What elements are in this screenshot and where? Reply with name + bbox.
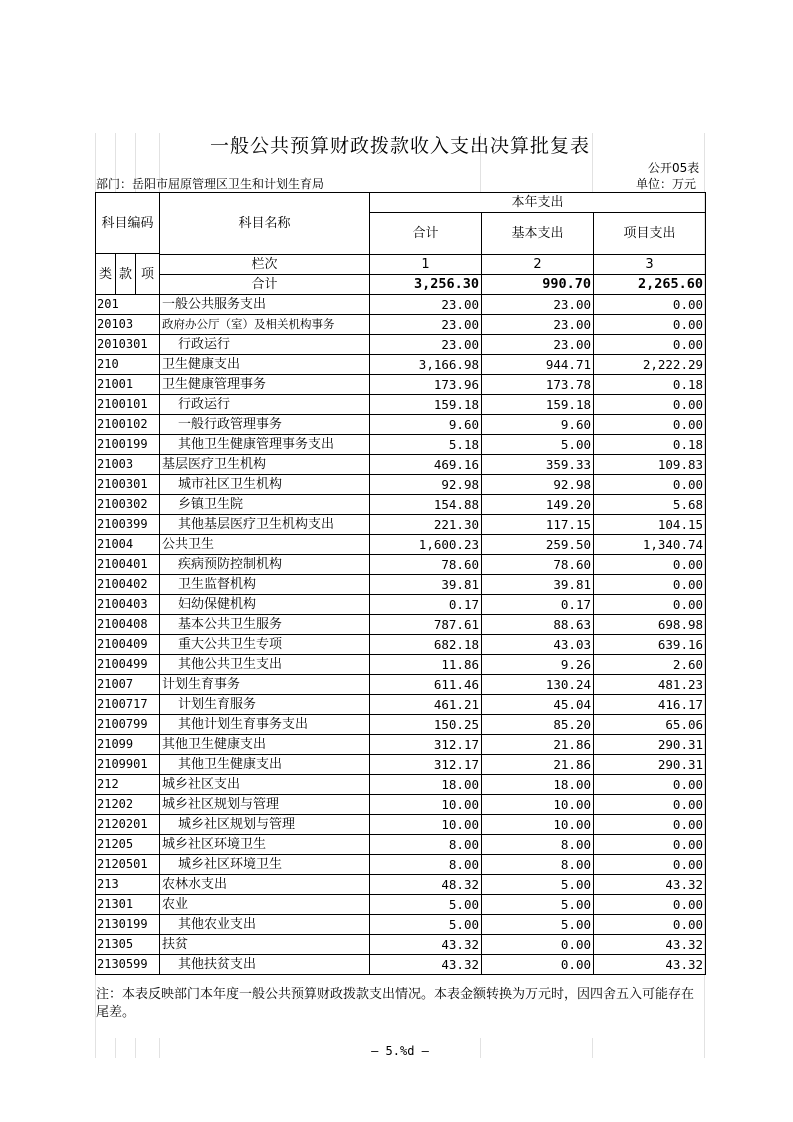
subject-name-header: 科目名称 bbox=[160, 193, 370, 255]
basic-cell: 45.04 bbox=[482, 695, 594, 715]
project-cell: 2,222.29 bbox=[594, 355, 706, 375]
table-row bbox=[96, 495, 706, 515]
subject-code-cell: 210 bbox=[96, 355, 160, 375]
total-cell: 469.16 bbox=[370, 455, 482, 475]
total-cell: 173.96 bbox=[370, 375, 482, 395]
table-row bbox=[96, 755, 706, 775]
subject-code-header: 科目编码 bbox=[96, 193, 160, 254]
subject-name-cell: 农业 bbox=[160, 895, 370, 915]
subject-name-cell: 政府办公厅（室）及相关机构事务 bbox=[160, 315, 370, 335]
subject-code-cell: 2100799 bbox=[96, 715, 160, 735]
subject-code-cell: 2130599 bbox=[96, 955, 160, 975]
total-cell: 150.25 bbox=[370, 715, 482, 735]
total-cell: 3,166.98 bbox=[370, 355, 482, 375]
table-row bbox=[96, 415, 706, 435]
total-cell: 159.18 bbox=[370, 395, 482, 415]
subject-name-cell: 重大公共卫生专项 bbox=[160, 635, 370, 655]
total-cell: 221.30 bbox=[370, 515, 482, 535]
grand-total-row bbox=[96, 275, 706, 295]
subject-name-cell: 卫生健康管理事务 bbox=[160, 375, 370, 395]
subject-code-cell: 2100401 bbox=[96, 555, 160, 575]
total-cell: 92.98 bbox=[370, 475, 482, 495]
total-cell: 312.17 bbox=[370, 735, 482, 755]
subject-code-cell: 2100101 bbox=[96, 395, 160, 415]
total-cell: 43.32 bbox=[370, 955, 482, 975]
table-row bbox=[96, 475, 706, 495]
subject-code-cell: 212 bbox=[96, 775, 160, 795]
basic-cell: 23.00 bbox=[482, 335, 594, 355]
project-cell: 0.00 bbox=[594, 575, 706, 595]
basic-cell: 5.00 bbox=[482, 875, 594, 895]
subject-code-cell: 21004 bbox=[96, 535, 160, 555]
total-cell: 23.00 bbox=[370, 335, 482, 355]
grand-total-label: 合计 bbox=[160, 275, 370, 295]
basic-cell: 944.71 bbox=[482, 355, 594, 375]
total-cell: 0.17 bbox=[370, 595, 482, 615]
basic-cell: 0.00 bbox=[482, 935, 594, 955]
table-row bbox=[96, 835, 706, 855]
subject-name-cell: 疾病预防控制机构 bbox=[160, 555, 370, 575]
basic-cell: 117.15 bbox=[482, 515, 594, 535]
total-cell: 23.00 bbox=[370, 315, 482, 335]
subject-name-cell: 城乡社区环境卫生 bbox=[160, 855, 370, 875]
project-cell: 1,340.74 bbox=[594, 535, 706, 555]
form-number: 公开05表 bbox=[648, 161, 700, 175]
table-row bbox=[96, 615, 706, 635]
basic-cell: 23.00 bbox=[482, 295, 594, 315]
total-cell: 461.21 bbox=[370, 695, 482, 715]
basic-cell: 10.00 bbox=[482, 815, 594, 835]
basic-cell: 78.60 bbox=[482, 555, 594, 575]
column-number-2: 2 bbox=[482, 255, 594, 275]
table-row bbox=[96, 695, 706, 715]
subject-code-cell: 213 bbox=[96, 875, 160, 895]
total-cell: 611.46 bbox=[370, 675, 482, 695]
table-row bbox=[96, 655, 706, 675]
project-cell: 65.06 bbox=[594, 715, 706, 735]
project-cell: 290.31 bbox=[594, 755, 706, 775]
subject-code-cell: 2100399 bbox=[96, 515, 160, 535]
subject-name-cell: 扶贫 bbox=[160, 935, 370, 955]
header-row-1 bbox=[96, 193, 706, 213]
basic-cell: 43.03 bbox=[482, 635, 594, 655]
subject-code-cell: 2100199 bbox=[96, 435, 160, 455]
subject-code-cell: 2100102 bbox=[96, 415, 160, 435]
basic-cell: 8.00 bbox=[482, 835, 594, 855]
table-row bbox=[96, 435, 706, 455]
subject-name-cell: 其他公共卫生支出 bbox=[160, 655, 370, 675]
project-cell: 43.32 bbox=[594, 955, 706, 975]
project-cell: 698.98 bbox=[594, 615, 706, 635]
subject-code-cell: 2100408 bbox=[96, 615, 160, 635]
total-cell: 39.81 bbox=[370, 575, 482, 595]
project-cell: 43.32 bbox=[594, 875, 706, 895]
project-cell: 0.00 bbox=[594, 795, 706, 815]
table-row bbox=[96, 295, 706, 315]
project-cell: 0.00 bbox=[594, 295, 706, 315]
subject-code-cell: 21301 bbox=[96, 895, 160, 915]
current-year-expense-header: 本年支出 bbox=[370, 193, 706, 213]
subject-name-cell: 其他基层医疗卫生机构支出 bbox=[160, 515, 370, 535]
subject-name-cell: 一般公共服务支出 bbox=[160, 295, 370, 315]
project-cell: 416.17 bbox=[594, 695, 706, 715]
column-number-3: 3 bbox=[594, 255, 706, 275]
project-cell: 0.00 bbox=[594, 775, 706, 795]
project-cell: 0.00 bbox=[594, 315, 706, 335]
basic-cell: 92.98 bbox=[482, 475, 594, 495]
subject-name-cell: 乡镇卫生院 bbox=[160, 495, 370, 515]
grand-total-total: 3,256.30 bbox=[370, 275, 482, 295]
table-note: 注：本表反映部门本年度一般公共预算财政拨款支出情况。本表金额转换为万元时，因四舍五入可能存在尾差。 bbox=[96, 987, 695, 1020]
table-row bbox=[96, 715, 706, 735]
subject-code-cell: 21305 bbox=[96, 935, 160, 955]
table-row bbox=[96, 575, 706, 595]
basic-header: 基本支出 bbox=[482, 213, 594, 255]
subject-name-cell: 行政运行 bbox=[160, 335, 370, 355]
total-cell: 5.18 bbox=[370, 435, 482, 455]
subject-name-cell: 其他卫生健康支出 bbox=[160, 735, 370, 755]
project-cell: 0.00 bbox=[594, 415, 706, 435]
basic-cell: 9.60 bbox=[482, 415, 594, 435]
subject-name-cell: 城乡社区支出 bbox=[160, 775, 370, 795]
kuan-header: 款 bbox=[116, 254, 136, 295]
subject-code-cell: 2100402 bbox=[96, 575, 160, 595]
project-cell: 290.31 bbox=[594, 735, 706, 755]
project-cell: 0.00 bbox=[594, 595, 706, 615]
subject-name-cell: 卫生监督机构 bbox=[160, 575, 370, 595]
project-cell: 639.16 bbox=[594, 635, 706, 655]
table-row bbox=[96, 555, 706, 575]
subject-code-cell: 21001 bbox=[96, 375, 160, 395]
subject-name-cell: 计划生育事务 bbox=[160, 675, 370, 695]
basic-cell: 85.20 bbox=[482, 715, 594, 735]
basic-cell: 149.20 bbox=[482, 495, 594, 515]
basic-cell: 359.33 bbox=[482, 455, 594, 475]
table-row bbox=[96, 595, 706, 615]
total-cell: 1,600.23 bbox=[370, 535, 482, 555]
basic-cell: 173.78 bbox=[482, 375, 594, 395]
basic-cell: 21.86 bbox=[482, 755, 594, 775]
project-cell: 5.68 bbox=[594, 495, 706, 515]
basic-cell: 159.18 bbox=[482, 395, 594, 415]
project-cell: 0.00 bbox=[594, 895, 706, 915]
subject-code-cell: 2010301 bbox=[96, 335, 160, 355]
table-row bbox=[96, 955, 706, 975]
project-cell: 0.00 bbox=[594, 475, 706, 495]
subject-name-cell: 妇幼保健机构 bbox=[160, 595, 370, 615]
table-row bbox=[96, 915, 706, 935]
basic-cell: 0.00 bbox=[482, 955, 594, 975]
table-row bbox=[96, 895, 706, 915]
subject-code-cell: 2100403 bbox=[96, 595, 160, 615]
subject-code-cell: 2130199 bbox=[96, 915, 160, 935]
subject-code-cell: 2100302 bbox=[96, 495, 160, 515]
subject-name-cell: 其他卫生健康支出 bbox=[160, 755, 370, 775]
total-cell: 8.00 bbox=[370, 835, 482, 855]
subject-name-cell: 公共卫生 bbox=[160, 535, 370, 555]
subject-code-cell: 2100409 bbox=[96, 635, 160, 655]
subject-name-cell: 行政运行 bbox=[160, 395, 370, 415]
table-row bbox=[96, 735, 706, 755]
subject-name-cell: 基本公共卫生服务 bbox=[160, 615, 370, 635]
subject-code-cell: 201 bbox=[96, 295, 160, 315]
total-cell: 154.88 bbox=[370, 495, 482, 515]
basic-cell: 23.00 bbox=[482, 315, 594, 335]
subject-name-cell: 卫生健康支出 bbox=[160, 355, 370, 375]
total-cell: 18.00 bbox=[370, 775, 482, 795]
project-cell: 0.00 bbox=[594, 555, 706, 575]
subject-code-cell: 21202 bbox=[96, 795, 160, 815]
total-header: 合计 bbox=[370, 213, 482, 255]
grand-total-basic: 990.70 bbox=[482, 275, 594, 295]
basic-cell: 8.00 bbox=[482, 855, 594, 875]
subject-code-cell: 2100301 bbox=[96, 475, 160, 495]
subject-code-cell: 21007 bbox=[96, 675, 160, 695]
table-row bbox=[96, 335, 706, 355]
table-row bbox=[96, 935, 706, 955]
total-cell: 10.00 bbox=[370, 795, 482, 815]
table-row bbox=[96, 375, 706, 395]
basic-cell: 5.00 bbox=[482, 915, 594, 935]
subject-code-cell: 2109901 bbox=[96, 755, 160, 775]
column-number-1: 1 bbox=[370, 255, 482, 275]
basic-cell: 21.86 bbox=[482, 735, 594, 755]
subject-name-cell: 城乡社区环境卫生 bbox=[160, 835, 370, 855]
lei-header: 类 bbox=[96, 254, 116, 295]
subject-name-cell: 一般行政管理事务 bbox=[160, 415, 370, 435]
table-row bbox=[96, 875, 706, 895]
table-row bbox=[96, 855, 706, 875]
basic-cell: 5.00 bbox=[482, 435, 594, 455]
subject-code-cell: 21003 bbox=[96, 455, 160, 475]
subject-name-cell: 农林水支出 bbox=[160, 875, 370, 895]
table-row bbox=[96, 355, 706, 375]
project-cell: 0.18 bbox=[594, 435, 706, 455]
table-row bbox=[96, 815, 706, 835]
subject-name-cell: 城乡社区规划与管理 bbox=[160, 815, 370, 835]
table-row bbox=[96, 515, 706, 535]
table-row bbox=[96, 675, 706, 695]
basic-cell: 259.50 bbox=[482, 535, 594, 555]
subject-name-cell: 其他计划生育事务支出 bbox=[160, 715, 370, 735]
project-cell: 104.15 bbox=[594, 515, 706, 535]
project-cell: 0.00 bbox=[594, 855, 706, 875]
table-row bbox=[96, 535, 706, 555]
total-cell: 48.32 bbox=[370, 875, 482, 895]
table-row bbox=[96, 315, 706, 335]
subject-name-cell: 其他卫生健康管理事务支出 bbox=[160, 435, 370, 455]
basic-cell: 130.24 bbox=[482, 675, 594, 695]
total-cell: 10.00 bbox=[370, 815, 482, 835]
total-cell: 78.60 bbox=[370, 555, 482, 575]
subject-code-cell: 2100499 bbox=[96, 655, 160, 675]
subject-name-cell: 城乡社区规划与管理 bbox=[160, 795, 370, 815]
project-cell: 0.00 bbox=[594, 395, 706, 415]
project-cell: 481.23 bbox=[594, 675, 706, 695]
subject-code-cell: 2120501 bbox=[96, 855, 160, 875]
project-cell: 0.18 bbox=[594, 375, 706, 395]
project-header: 项目支出 bbox=[594, 213, 706, 255]
table-row bbox=[96, 795, 706, 815]
page-footer: — 5.%d — bbox=[371, 1044, 429, 1058]
table-row bbox=[96, 395, 706, 415]
basic-cell: 18.00 bbox=[482, 775, 594, 795]
project-cell: 0.00 bbox=[594, 335, 706, 355]
total-cell: 5.00 bbox=[370, 915, 482, 935]
subject-code-cell: 20103 bbox=[96, 315, 160, 335]
project-cell: 0.00 bbox=[594, 915, 706, 935]
total-cell: 11.86 bbox=[370, 655, 482, 675]
basic-cell: 39.81 bbox=[482, 575, 594, 595]
subject-name-cell: 计划生育服务 bbox=[160, 695, 370, 715]
total-cell: 8.00 bbox=[370, 855, 482, 875]
subject-name-cell: 其他农业支出 bbox=[160, 915, 370, 935]
basic-cell: 9.26 bbox=[482, 655, 594, 675]
total-cell: 23.00 bbox=[370, 295, 482, 315]
subject-name-cell: 其他扶贫支出 bbox=[160, 955, 370, 975]
project-cell: 0.00 bbox=[594, 815, 706, 835]
subject-code-cell: 21099 bbox=[96, 735, 160, 755]
unit-label: 单位：万元 bbox=[636, 177, 697, 191]
department-label: 部门：岳阳市屈原管理区卫生和计划生育局 bbox=[96, 177, 325, 191]
basic-cell: 5.00 bbox=[482, 895, 594, 915]
subject-code-cell: 2120201 bbox=[96, 815, 160, 835]
basic-cell: 10.00 bbox=[482, 795, 594, 815]
basic-cell: 0.17 bbox=[482, 595, 594, 615]
project-cell: 2.60 bbox=[594, 655, 706, 675]
total-cell: 312.17 bbox=[370, 755, 482, 775]
total-cell: 43.32 bbox=[370, 935, 482, 955]
project-cell: 109.83 bbox=[594, 455, 706, 475]
grand-total-project: 2,265.60 bbox=[594, 275, 706, 295]
project-cell: 0.00 bbox=[594, 835, 706, 855]
subject-name-cell: 城市社区卫生机构 bbox=[160, 475, 370, 495]
project-cell: 43.32 bbox=[594, 935, 706, 955]
subject-code-cell: 21205 bbox=[96, 835, 160, 855]
total-cell: 787.61 bbox=[370, 615, 482, 635]
xiang-header: 项 bbox=[136, 254, 160, 295]
total-cell: 9.60 bbox=[370, 415, 482, 435]
report-title: 一般公共预算财政拨款收入支出决算批复表 bbox=[209, 135, 590, 157]
column-number-row bbox=[96, 255, 706, 275]
total-cell: 5.00 bbox=[370, 895, 482, 915]
subject-code-cell: 2100717 bbox=[96, 695, 160, 715]
table-row bbox=[96, 455, 706, 475]
table-row bbox=[96, 775, 706, 795]
basic-cell: 88.63 bbox=[482, 615, 594, 635]
table-row bbox=[96, 635, 706, 655]
total-cell: 682.18 bbox=[370, 635, 482, 655]
column-number-label: 栏次 bbox=[160, 255, 370, 275]
budget-table bbox=[95, 192, 706, 975]
subject-name-cell: 基层医疗卫生机构 bbox=[160, 455, 370, 475]
